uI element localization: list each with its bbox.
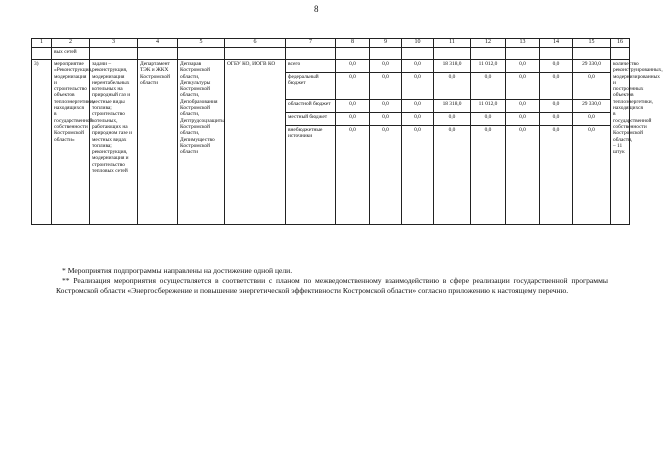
continuation-row <box>32 48 630 60</box>
funding-amount: 0,0 <box>540 113 573 126</box>
col-number: 8 <box>336 39 370 48</box>
measure-row <box>32 60 630 73</box>
funding-amount: 0,0 <box>506 113 540 126</box>
footnotes <box>56 266 608 296</box>
funding-amount: 0,0 <box>402 100 434 113</box>
col-number: 5 <box>178 39 225 48</box>
funding-amount: 0,0 <box>506 100 540 113</box>
funding-amount: 0,0 <box>336 73 370 100</box>
col-number: 6 <box>225 39 286 48</box>
funding-amount: 0,0 <box>540 73 573 100</box>
col-number: 16 <box>611 39 630 48</box>
funding-amount: 0,0 <box>402 113 434 126</box>
page-number: 8 <box>314 4 319 14</box>
funding-source: местный бюджет <box>286 113 336 126</box>
funding-amount: 11 012,0 <box>471 100 506 113</box>
measure-task: задачи – реконструкция, модернизация нерентабельных котельных на природный газ и местные виды топлива; строительство котельных, работающих на природном газе и местных видах топлива; реконструкция, модернизация и строительство тепловых сетей <box>90 60 138 225</box>
funding-amount: 0,0 <box>336 100 370 113</box>
footnote-2: ** Реализация мероприятия осуществляется в соответствии с планом по межведомственному взаимодействию в сфере реализации государственной программы Костромской области «Энергосбережение и повышение энергетической эффективности Костромской области» согласно приложению к настоящему перечню. <box>56 276 608 295</box>
funding-amount: 0,0 <box>434 113 471 126</box>
col-number: 3 <box>90 39 138 48</box>
col-number: 7 <box>286 39 336 48</box>
program-table <box>31 38 663 225</box>
col-number: 9 <box>370 39 402 48</box>
funding-amount: 0,0 <box>540 126 573 225</box>
funding-amount: 0,0 <box>471 126 506 225</box>
funding-amount: 0,0 <box>540 100 573 113</box>
funding-source: внебюджетные источники <box>286 126 336 225</box>
measure-name: мероприятие «Реконструкция, модернизация и строительство объектов теплоэнергетики, находящихся в государственной собственности Костромской области» <box>52 60 90 225</box>
funding-source: областной бюджет <box>286 100 336 113</box>
funding-amount: 0,0 <box>540 60 573 73</box>
funding-amount: 0,0 <box>573 126 611 225</box>
funding-amount: 0,0 <box>573 113 611 126</box>
funding-amount: 0,0 <box>434 73 471 100</box>
col-number: 13 <box>506 39 540 48</box>
funding-amount: 18 318,0 <box>434 60 471 73</box>
funding-amount: 0,0 <box>336 113 370 126</box>
measure-executor: ОГБУ КО, ИОГВ КО <box>225 60 286 225</box>
funding-amount: 0,0 <box>402 126 434 225</box>
funding-amount: 0,0 <box>370 113 402 126</box>
funding-amount: 0,0 <box>402 73 434 100</box>
funding-amount: 11 012,0 <box>471 60 506 73</box>
funding-amount: 0,0 <box>506 73 540 100</box>
funding-amount: 0,0 <box>434 126 471 225</box>
col-number: 4 <box>138 39 178 48</box>
funding-source: всего <box>286 60 336 73</box>
measure-coordinator: Департамент ТЭК и ЖКХ Костромской области <box>138 60 178 225</box>
col-number: 15 <box>573 39 611 48</box>
measure-participants: Депзарав Костромской области, Депкультуры Костромской области, Депобразования Костромской области, Дептрудсоцзащиты Костромской области, Депимущество Костромской области <box>178 60 225 225</box>
column-numbers-row <box>32 39 630 48</box>
col-number: 12 <box>471 39 506 48</box>
funding-amount: 0,0 <box>506 60 540 73</box>
funding-amount: 0,0 <box>506 126 540 225</box>
funding-amount: 29 330,0 <box>573 60 611 73</box>
funding-amount: 0,0 <box>402 60 434 73</box>
funding-amount: 0,0 <box>471 113 506 126</box>
funding-amount: 0,0 <box>336 126 370 225</box>
target-indicator: количество реконструированных, модернизированных и построенных объектов теплоэнергетики, находящихся в государственной собственности Костромской области, – 11 штук <box>611 60 630 225</box>
funding-amount: 0,0 <box>336 60 370 73</box>
funding-source: федеральный бюджет <box>286 73 336 100</box>
col-number: 2 <box>52 39 90 48</box>
funding-amount: 0,0 <box>471 73 506 100</box>
col-number: 11 <box>434 39 471 48</box>
col-number: 10 <box>402 39 434 48</box>
funding-amount: 0,0 <box>370 73 402 100</box>
funding-amount: 0,0 <box>573 73 611 100</box>
footnote-1: * Мероприятия подпрограммы направлены на достижение одной цели. <box>62 266 293 275</box>
funding-amount: 0,0 <box>370 100 402 113</box>
measure-number: 3) <box>32 60 52 225</box>
funding-amount: 29 330,0 <box>573 100 611 113</box>
continuation-text: вых сетей <box>52 48 90 60</box>
col-number: 1 <box>32 39 52 48</box>
funding-amount: 0,0 <box>370 126 402 225</box>
funding-amount: 0,0 <box>370 60 402 73</box>
col-number: 14 <box>540 39 573 48</box>
funding-amount: 18 318,0 <box>434 100 471 113</box>
